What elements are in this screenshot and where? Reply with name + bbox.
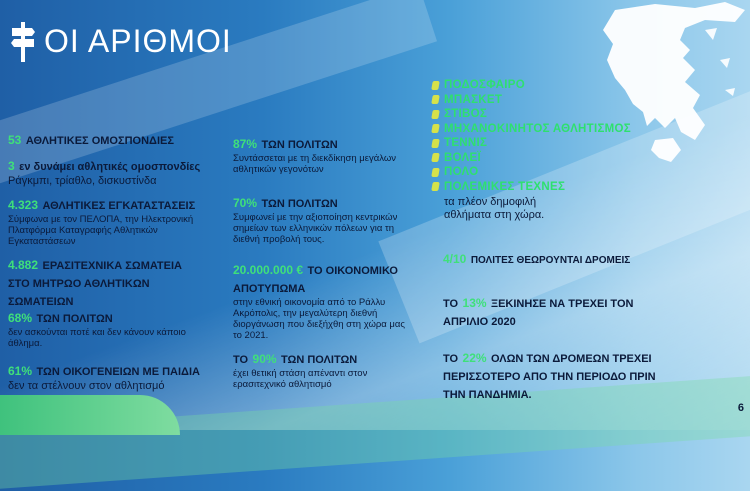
sports-caption: τα πλέον δημοφιλή αθλήματα στη χώρα. bbox=[444, 196, 545, 221]
stat-description: δεν ασκούνται ποτέ και δεν κάνουν κάποιο άθλημα. bbox=[8, 327, 186, 349]
stat-heading: ΤΩΝ ΠΟΛΙΤΩΝ bbox=[261, 139, 338, 151]
stat-description: έχει θετική στάση απέναντι στον ερασιτεχνικό αθλητισμό bbox=[233, 368, 368, 390]
bullet-icon bbox=[431, 153, 440, 162]
stat-description: Συντάσσεται με τη διεκδίκηση μεγάλων αθλητικών γεγονότων bbox=[233, 153, 396, 175]
stat-number: 68% bbox=[8, 311, 33, 325]
stat-description: Σύμφωνα με τον ΠΕΛΟΠΑ, την Ηλεκτρονική Πλατφόρμα Καταγραφής Αθλητικών Εγκαταστάσεων bbox=[8, 214, 194, 247]
stat-amateur-attitude bbox=[233, 350, 413, 390]
stat-heading: ΟΛΩΝ ΤΩΝ ΔΡΟΜΕΩΝ ΤΡΕΧΕΙ ΠΕΡΙΣΣΟΤΕΡΟ ΑΠΟ ΤΗΝ ΠΕΡΙΟΔΟ ΠΡΙΝ ΤΗΝ ΠΑΝΔΗΜΙΑ. bbox=[443, 353, 656, 401]
stat-inactive-citizens bbox=[8, 309, 188, 349]
list-item: ΒΟΛΕΪ bbox=[432, 151, 631, 166]
stat-number: 90% bbox=[252, 352, 277, 366]
popular-sports-list bbox=[432, 78, 631, 222]
stat-description: Ράγκμπι, τρίαθλο, δισκυστίνδα bbox=[8, 175, 157, 187]
stat-clubs bbox=[8, 256, 193, 310]
stat-prefix: ΤΟ bbox=[443, 353, 459, 365]
stat-number: 3 bbox=[8, 159, 15, 173]
decor-corner bbox=[0, 395, 180, 435]
bullet-icon bbox=[431, 124, 440, 133]
stat-number: 13% bbox=[462, 296, 487, 310]
stat-description: στην εθνική οικονομία από το Ράλλυ Ακρόπολις, την μεγαλύτερη διεθνή διοργάνωση που διεξήχθη στη χώρα μας το 2021. bbox=[233, 297, 405, 341]
stat-city-promotion bbox=[233, 194, 413, 245]
stat-heading: ΞΕΚΙΝΗΣΕ ΝΑ ΤΡΕΧΕΙ ΤΟΝ ΑΠΡΙΛΙΟ 2020 bbox=[443, 298, 634, 328]
bullet-icon bbox=[431, 95, 440, 104]
stat-number: 4/10 bbox=[443, 252, 467, 266]
stat-prefix: ΤΟ bbox=[443, 298, 459, 310]
stat-started-running bbox=[443, 294, 643, 330]
stat-federations bbox=[8, 131, 218, 149]
stat-number: 4.323 bbox=[8, 198, 39, 212]
stat-running-more bbox=[443, 349, 673, 403]
stat-heading: ΤΟ ΟΙΚΟΝΟΜΙΚΟ ΑΠΟΤΥΠΩΜΑ bbox=[233, 265, 398, 295]
signpost-icon bbox=[10, 20, 36, 62]
page-title: ΟΙ ΑΡΙΘΜΟΙ bbox=[44, 22, 232, 59]
stat-heading: εν δυνάμει αθλητικές ομοσπονδίες bbox=[19, 161, 201, 173]
stat-heading: ΤΩΝ ΠΟΛΙΤΩΝ bbox=[281, 354, 358, 366]
stat-number: 70% bbox=[233, 196, 258, 210]
list-item: ΠΟΔΟΣΦΑΙΡΟ bbox=[432, 78, 631, 93]
stat-heading: ΑΘΛΗΤΙΚΕΣ ΟΜΟΣΠΟΝΔΙΕΣ bbox=[25, 135, 174, 147]
bullet-icon bbox=[431, 110, 440, 119]
list-item: ΠΟΛΟ bbox=[432, 165, 631, 180]
stat-heading: ΠΟΛΙΤΕΣ ΘΕΩΡΟΥΝΤΑΙ ΔΡΟΜΕΙΣ bbox=[470, 255, 631, 266]
stat-heading: ΤΩΝ ΟΙΚΟΓΕΝΕΙΩΝ ΜΕ ΠΑΙΔΙΑ bbox=[36, 366, 200, 378]
page-number: 6 bbox=[737, 402, 744, 414]
stat-number: 4.882 bbox=[8, 258, 39, 272]
stat-number: 87% bbox=[233, 137, 258, 151]
stat-number: 53 bbox=[8, 133, 22, 147]
stat-number: 61% bbox=[8, 364, 33, 378]
list-item: ΜΠΑΣΚΕΤ bbox=[432, 93, 631, 108]
stat-families bbox=[8, 362, 218, 393]
stat-facilities bbox=[8, 196, 208, 247]
bullet-icon bbox=[431, 139, 440, 148]
list-item: ΜΗΧΑΝΟΚΙΝΗΤΟΣ ΑΘΛΗΤΙΣΜΟΣ bbox=[432, 122, 631, 137]
stat-number: 22% bbox=[462, 351, 487, 365]
bullet-icon bbox=[431, 168, 440, 177]
stat-major-events bbox=[233, 135, 413, 175]
stat-heading: ΑΘΛΗΤΙΚΕΣ ΕΓΚΑΤΑΣΤΑΣΕΙΣ bbox=[42, 200, 196, 212]
list-item: ΣΤΙΒΟΣ bbox=[432, 107, 631, 122]
title-area bbox=[10, 20, 232, 62]
stat-potential-federations bbox=[8, 157, 228, 188]
bullet-icon bbox=[431, 81, 440, 90]
bullet-icon bbox=[431, 182, 440, 191]
list-item: ΤΕΝΝΙΣ bbox=[432, 136, 631, 151]
stat-rally-footprint bbox=[233, 261, 413, 341]
stat-heading: ΤΩΝ ΠΟΛΙΤΩΝ bbox=[261, 198, 338, 210]
stat-runners bbox=[443, 250, 723, 268]
stat-description: Συμφωνεί με την αξιοποίηση κεντρικών σημείων των ελληνικών πόλεων για τη διεθνή προβολή τους. bbox=[233, 212, 398, 245]
stat-number: 20.000.000 € bbox=[233, 263, 304, 277]
stat-heading: ΕΡΑΣΙΤΕΧΝΙΚΑ ΣΩΜΑΤΕΙΑ ΣΤΟ ΜΗΤΡΩΟ ΑΘΛΗΤΙΚΩΝ ΣΩΜΑΤΕΙΩΝ bbox=[8, 260, 182, 308]
stat-prefix: ΤΟ bbox=[233, 354, 249, 366]
stat-description: δεν τα στέλνουν στον αθλητισμό bbox=[8, 380, 165, 392]
list-item: ΠΟΛΕΜΙΚΕΣ ΤΕΧΝΕΣ bbox=[432, 180, 631, 195]
stat-heading: ΤΩΝ ΠΟΛΙΤΩΝ bbox=[36, 313, 113, 325]
